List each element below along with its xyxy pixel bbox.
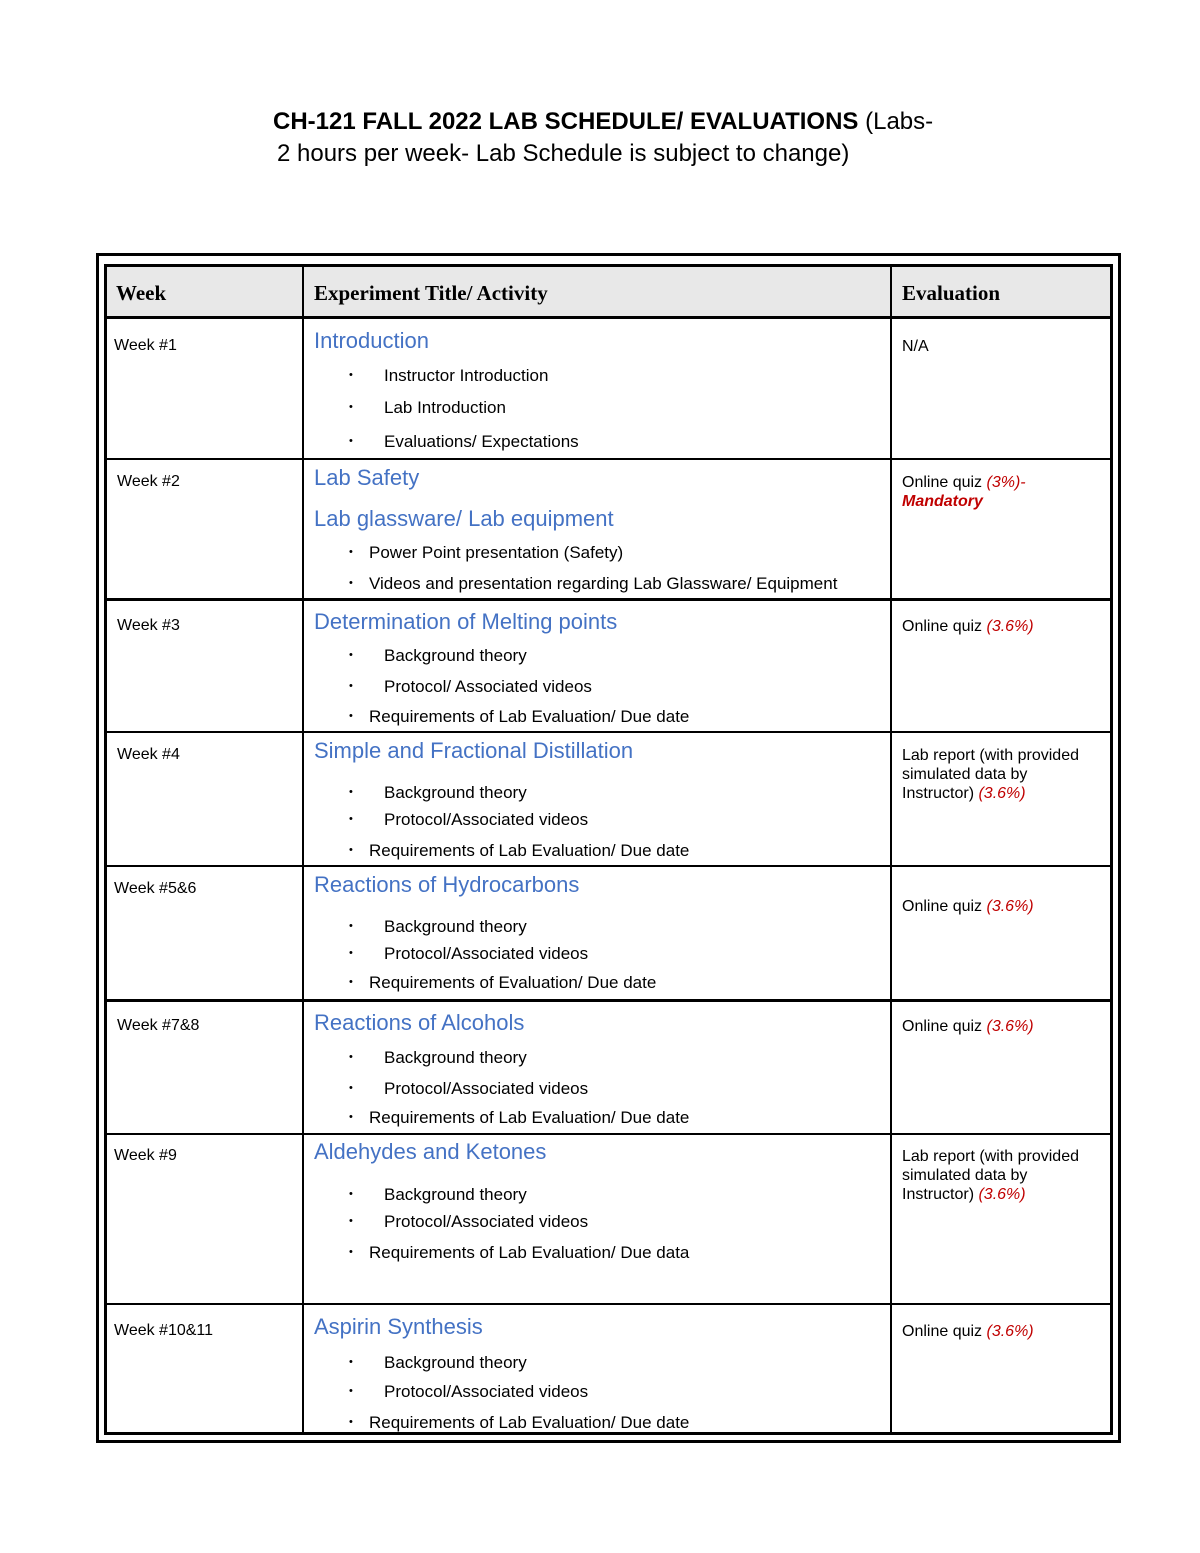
experiment-title: Determination of Melting points	[314, 609, 618, 634]
schedule-table	[104, 264, 1113, 1435]
week-label: Week #4	[117, 746, 180, 763]
week-label: Week #1	[114, 337, 177, 354]
table-row: Week #5&6 Reactions of Hydrocarbons • Background theory • Protocol/Associated videos • Requirements of Evaluation/ Due date Online quiz (3.6%)	[107, 865, 1110, 999]
week-label: Week #10&11	[114, 1322, 214, 1339]
header-experiment: Experiment Title/ Activity	[314, 281, 548, 305]
table-header-row	[107, 267, 1110, 316]
week-label: Week #2	[117, 473, 180, 490]
table-row: Week #3 Determination of Melting points • Background theory • Protocol/ Associated videos • Requirements of Lab Evaluation/ Due date Online quiz (3.6%)	[107, 598, 1110, 731]
table-row: Week #1 Introduction • Instructor Introduction • Lab Introduction • Evaluations/ Expectations N/A	[107, 316, 1110, 458]
title-line2: 2 hours per week- Lab Schedule is subject to change)	[277, 140, 850, 167]
evaluation-text: Online quiz (3.6%)	[902, 898, 1034, 915]
table-row: Week #4 Simple and Fractional Distillation • Background theory • Protocol/Associated videos • Requirements of Lab Evaluation/ Due date Lab report (with provided simulated data by Instructor) (3.6%)	[107, 731, 1110, 865]
table-row: Week #10&11 Aspirin Synthesis • Background theory • Protocol/Associated videos • Requirements of Lab Evaluation/ Due date Online quiz (3.6%)	[107, 1303, 1110, 1435]
experiment-title: Aldehydes and Ketones	[314, 1139, 547, 1164]
mandatory-label: Mandatory	[902, 493, 983, 510]
week-label: Week #3	[117, 617, 180, 634]
header-week: Week	[116, 281, 167, 305]
evaluation-text: Online quiz (3.6%)	[902, 1323, 1034, 1340]
experiment-title: Aspirin Synthesis	[314, 1314, 483, 1339]
evaluation-text: N/A	[902, 338, 929, 355]
evaluation-text: Online quiz (3%)- Mandatory	[902, 474, 1026, 510]
title-normal: (Labs-	[858, 108, 934, 135]
experiment-subtitle: Lab glassware/ Lab equipment	[314, 506, 614, 531]
table-row: Week #2 Lab Safety Lab glassware/ Lab equipment • Power Point presentation (Safety) • Videos and presentation regarding Lab Glassware/ Equipment Online quiz (3%)- Mandatory	[107, 458, 1110, 598]
experiment-title: Introduction	[314, 328, 429, 353]
table-row: Week #9 Aldehydes and Ketones • Background theory • Protocol/Associated videos • Requirements of Lab Evaluation/ Due data Lab report (with provided simulated data by Instructor) (3.6%)	[107, 1133, 1110, 1303]
evaluation-text: Lab report (with provided simulated data by Instructor) (3.6%)	[902, 1148, 1079, 1203]
week-label: Week #7&8	[117, 1017, 200, 1034]
experiment-title: Simple and Fractional Distillation	[314, 738, 634, 763]
evaluation-text: Online quiz (3.6%)	[902, 618, 1034, 635]
document-title	[273, 106, 1073, 170]
table-row: Week #7&8 Reactions of Alcohols • Background theory • Protocol/Associated videos • Requirements of Lab Evaluation/ Due date Online quiz (3.6%)	[107, 999, 1110, 1133]
evaluation-text: Online quiz (3.6%)	[902, 1018, 1034, 1035]
evaluation-text: Lab report (with provided simulated data by Instructor) (3.6%)	[902, 747, 1079, 802]
week-label: Week #5&6	[114, 880, 197, 897]
experiment-title: Reactions of Hydrocarbons	[314, 872, 580, 897]
header-evaluation: Evaluation	[902, 281, 1001, 305]
week-label: Week #9	[114, 1147, 177, 1164]
experiment-title: Lab Safety	[314, 465, 420, 490]
experiment-title: Reactions of Alcohols	[314, 1010, 525, 1035]
title-bold: CH-121 FALL 2022 LAB SCHEDULE/ EVALUATIONS	[273, 108, 859, 135]
